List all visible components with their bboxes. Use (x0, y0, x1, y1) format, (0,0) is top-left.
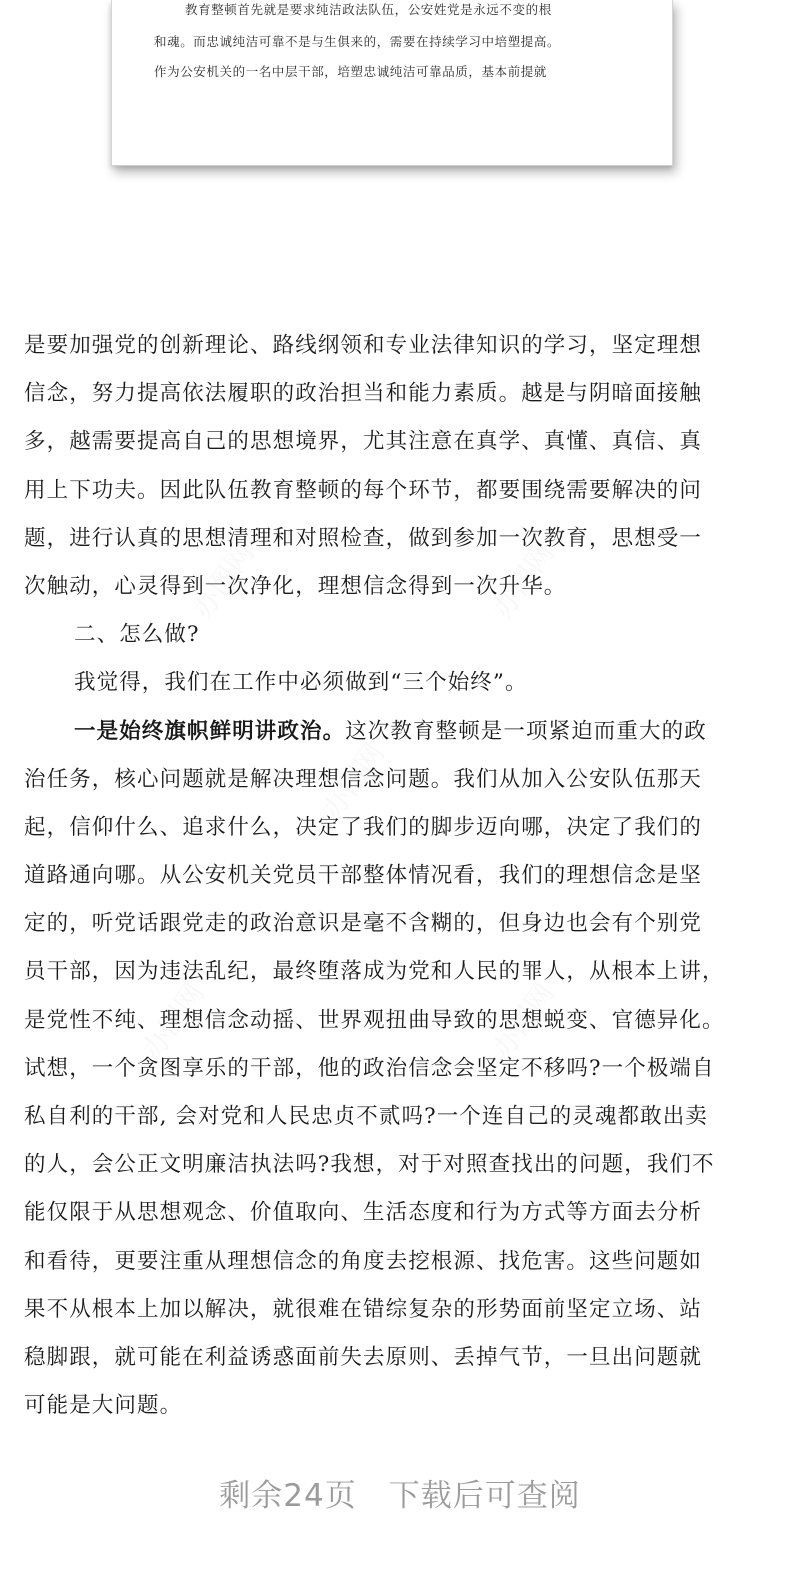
document-body (24, 322, 784, 1430)
text-line: 题，进行认真的思想清理和对照检查，做到参加一次教育，思想受一 (24, 525, 703, 551)
text-line: 信念，努力提高依法履职的政治担当和能力素质。越是与阴暗面接触 (24, 381, 703, 407)
text-line: 试想，一个贪图享乐的干部，他的政治信念会坚定不移吗?一个极端自 (24, 1055, 715, 1081)
text-line: 员干部，因为违法乱纪，最终堕落成为党和人民的罪人，从根本上讲， (24, 959, 725, 985)
section-heading: 二、怎么做? (74, 622, 200, 648)
watermark: 办图网 (485, 976, 561, 1065)
bold-lead: 一是始终旗帜鲜明讲政治。 (74, 718, 346, 744)
text-line: 能仅限于从思想观念、价值取向、生活态度和行为方式等方面去分析 (24, 1200, 703, 1226)
card-line: 和魂。而忠诚纯洁可靠不是与生俱来的，需要在持续学习中培塑提高。 (154, 34, 561, 49)
download-label[interactable]: 下载后可查阅 (388, 1478, 581, 1514)
text-line: 是党性不纯、理想信念动摇、世界观扭曲导致的思想蜕变、官德异化。 (24, 1007, 725, 1033)
text-line: 是要加强党的创新理论、路线纲领和专业法律知识的学习，坚定理想 (24, 333, 703, 358)
text-line: 治任务，核心问题就是解决理想信念问题。我们从加入公安队伍那天 (24, 766, 703, 792)
text-line (24, 708, 784, 756)
text-line: 次触动，心灵得到一次净化，理想信念得到一次升华。 (24, 573, 567, 599)
text-line: 我觉得，我们在工作中必须做到“三个始终”。 (74, 670, 528, 696)
text-line: 道路通向哪。从公安机关党员干部整体情况看，我们的理想信念是坚 (24, 863, 703, 889)
text-line: 私自利的干部, 会对党和人民忠贞不贰吗?一个连自己的灵魂都敢出卖 (24, 1104, 708, 1129)
text-line: 的人，会公正文明廉洁执法吗?我想，对于对照查找出的问题，我们不 (24, 1152, 715, 1178)
text-line: 定的，听党话跟党走的政治意识是毫不含糊的，但身边也会有个别党 (24, 911, 703, 937)
text-line: 可能是大问题。 (24, 1393, 183, 1419)
watermark: 办图网 (185, 536, 261, 625)
text-line: 稳脚跟，就可能在利益诱惑面前失去原则、丢掉气节，一旦出问题就 (24, 1344, 703, 1370)
text-line: 和看待，更要注重从理想信念的角度去挖根源、找危害。这些问题如 (24, 1248, 703, 1274)
text-run: 这次教育整顿是一项紧迫而重大的政 (345, 718, 707, 744)
watermark: 办图网 (135, 976, 211, 1065)
download-prompt[interactable] (0, 1470, 800, 1515)
text-line: 起，信仰什么、追求什么，决定了我们的脚步迈向哪，决定了我们的 (24, 814, 703, 840)
text-line: 果不从根本上加以解决，就很难在错综复杂的形势面前坚定立场、站 (24, 1296, 703, 1322)
remaining-pages-label[interactable]: 剩余24页 (219, 1478, 357, 1514)
document-page-preview (111, 0, 673, 166)
card-line: 作为公安机关的一名中层干部，培塑忠诚纯洁可靠品质，基本前提就 (154, 64, 548, 79)
text-line: 用上下功夫。因此队伍教育整顿的每个环节，都要围绕需要解决的问 (24, 477, 703, 503)
card-line: 教育整顿首先就是要求纯洁政法队伍，公安姓党是永远不变的根 (185, 2, 552, 17)
watermark: 办图网 (315, 736, 391, 825)
text-line: 多，越需要提高自己的思想境界，尤其注意在真学、真懂、真信、真 (24, 429, 703, 455)
watermark: 办图网 (485, 536, 561, 625)
